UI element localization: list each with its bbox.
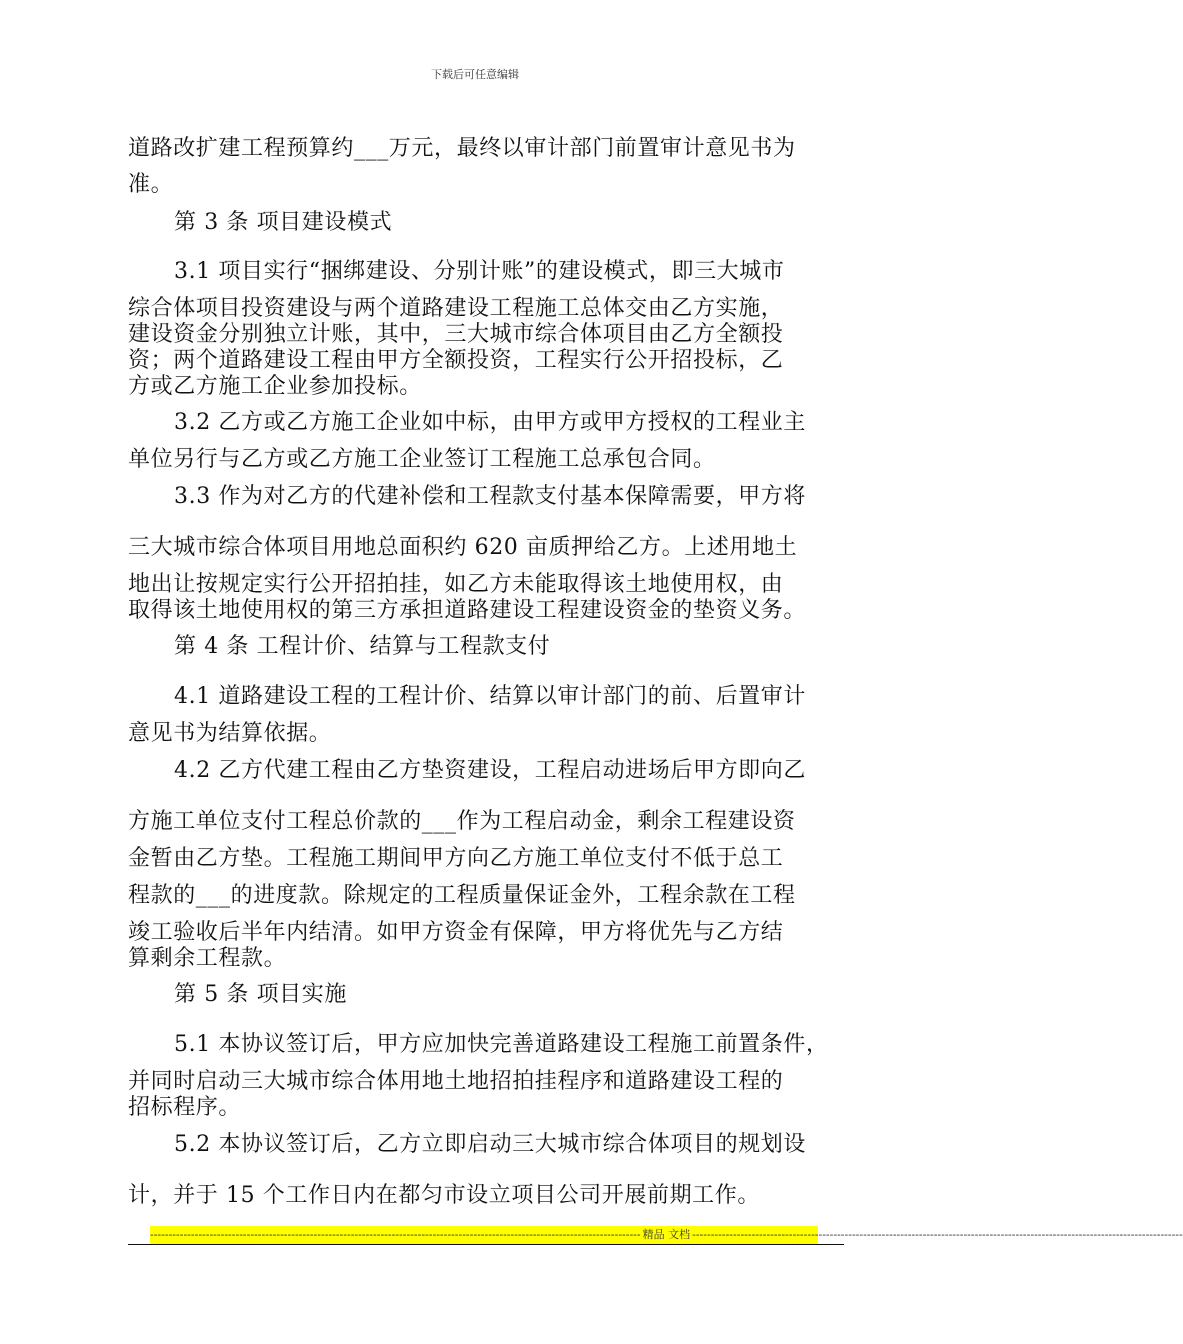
- text-line: 3.2 乙方或乙方施工企业如中标，由甲方或甲方授权的工程业主: [174, 410, 806, 435]
- text-line: 算剩余工程款。: [128, 946, 287, 971]
- text-line: 道路改扩建工程预算约___万元，最终以审计部门前置审计意见书为: [128, 136, 796, 161]
- text-line: 5.2 本协议签订后，乙方立即启动三大城市综合体项目的规划设: [174, 1132, 806, 1157]
- text-line: 金暂由乙方垫。工程施工期间甲方向乙方施工单位支付不低于总工: [128, 846, 784, 871]
- text-line: 意见书为结算依据。: [128, 721, 332, 746]
- section-heading: 第 5 条 项目实施: [174, 982, 347, 1007]
- text-line: 建设资金分别独立计账，其中，三大城市综合体项目由乙方全额投: [128, 322, 784, 347]
- section-heading: 第 4 条 工程计价、结算与工程款支付: [174, 634, 551, 659]
- text-line: 3.1 项目实行“捆绑建设、分别计账”的建设模式，即三大城市: [174, 259, 785, 284]
- footer-label: 精品 文档: [642, 1228, 691, 1241]
- page-footer: [150, 1226, 1183, 1244]
- text-line: 方施工单位支付工程总价款的___作为工程启动金，剩余工程建设资: [128, 809, 796, 834]
- text-line: 并同时启动三大城市综合体用地土地招拍挂程序和道路建设工程的: [128, 1069, 784, 1094]
- text-line: 程款的___的进度款。除规定的工程质量保证金外，工程余款在工程: [128, 883, 796, 908]
- footer-dashes-right: ------------------------------------------------------------------------------------------------------------------------------------: [692, 1228, 1183, 1241]
- text-line: 单位另行与乙方或乙方施工企业签订工程施工总承包合同。: [128, 447, 716, 472]
- text-line: 综合体项目投资建设与两个道路建设工程施工总体交由乙方实施，: [128, 296, 784, 321]
- section-heading: 第 3 条 项目建设模式: [174, 210, 393, 235]
- text-line: 竣工验收后半年内结清。如甲方资金有保障，甲方将优先与乙方结: [128, 920, 784, 945]
- text-line: 5.1 本协议签订后，甲方应加快完善道路建设工程施工前置条件，: [174, 1032, 829, 1057]
- text-line: 资；两个道路建设工程由甲方全额投资，工程实行公开招投标，乙: [128, 348, 784, 373]
- text-line: 准。: [128, 172, 174, 197]
- text-line: 三大城市综合体项目用地总面积约 620 亩质押给乙方。上述用地土: [128, 535, 798, 560]
- footer-divider: [128, 1244, 844, 1245]
- text-line: 地出让按规定实行公开招拍挂，如乙方未能取得该土地使用权，由: [128, 572, 784, 597]
- footer-dashes-left: ------------------------------------------------------------------------------------------------------------------------------------: [150, 1228, 641, 1241]
- text-line: 招标程序。: [128, 1095, 242, 1120]
- text-line: 计，并于 15 个工作日内在都匀市设立项目公司开展前期工作。: [128, 1183, 760, 1208]
- text-line: 4.2 乙方代建工程由乙方垫资建设，工程启动进场后甲方即向乙: [174, 758, 806, 783]
- page-header: 下载后可任意编辑: [431, 68, 519, 81]
- text-line: 4.1 道路建设工程的工程计价、结算以审计部门的前、后置审计: [174, 684, 806, 709]
- text-line: 取得该土地使用权的第三方承担道路建设工程建设资金的垫资义务。: [128, 598, 807, 623]
- text-line: 3.3 作为对乙方的代建补偿和工程款支付基本保障需要，甲方将: [174, 484, 806, 509]
- text-line: 方或乙方施工企业参加投标。: [128, 374, 422, 399]
